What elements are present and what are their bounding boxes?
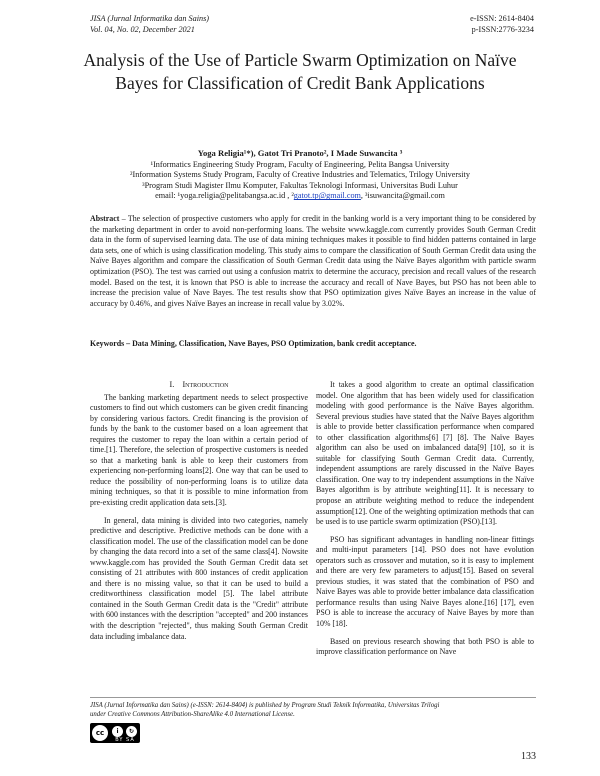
footer-line-1: JISA (Jurnal Informatika dan Sains) (e-ISSN: 2614-8404) is published by Program Studi Teknik Informatika, Universitas Trilogi	[90, 702, 440, 709]
paragraph: The banking marketing department needs to select prospective customers to find out which customers can be given credit financing by considering various factors. Credit financing is the provision of funds by the bank to the customer based on a loan agreement that requires the customer to repay the loan within a certain period of time.[1]. Therefore, the selection of prospective customers is needed so that a marketing bank is able to keep their customers from experiencing non-performing loans[2]. One way that can be used to reduce the possibility of non-performing loans is to utilize data mining techniques, so that it is possible to mine information from pre-existing credit application data sets.[3].	[90, 392, 308, 508]
abstract-label: Abstract	[90, 214, 120, 223]
journal-name: JISA (Jurnal Informatika dan Sains)	[90, 14, 210, 23]
journal-header-left	[90, 14, 209, 35]
pissn: p-ISSN:2776-3234	[471, 24, 534, 34]
footer-license	[90, 702, 536, 719]
abstract-text: – The selection of prospective customers who apply for credit in the banking world is a very important thing to be considered by the marketing department in order to avoid non-performing loans. The website www.kaggle.com currently provides South German Credit data in the form of supervised learning data. The use of data mining techniques makes it possible to find hidden patterns contained in large data sets, one of which is using classification modeling. This study aims to compare the classification of South German Credit data using the Naïve Bayes algorithm and compare the classification of South German Credit data using the Naïve Bayes algorithm with particle swarm optimization (PSO). The test was carried out using a confusion matrix to determine the accuracy, precision and recall values of the research model. Based on the test, it is known that PSO is able to increase the accuracy and recall of Nave Bayes, but PSO has not been able to increase the precision value of Nave Bayes. The test results show that PSO optimization gives Naïve Bayes an increase in the value of accuracy by 0.46%, and gives Naïve Bayes an increase in recall value by 3.02%.	[90, 214, 536, 308]
paragraph: PSO has significant advantages in handling non-linear fittings and multi-input parameters [14]. PSO does not have evolution operators such as crossover and mutation, so it is easy to implement and there are very few parameters to adjust[15]. Based on several previous studies, it was stated that the combination of PSO and Naive Bayes was able to provide better imbalance data classification performance results than using Naive Bayes alone.[16] [17], even PSO is able to increase the accuracy of Naive Bayes by more than 10% [18].	[316, 534, 534, 629]
sa-icon: ↻	[126, 726, 137, 737]
email-line	[60, 191, 540, 202]
eissn: e-ISSN: 2614-8404	[470, 14, 534, 23]
cc-by-sa-icon[interactable]	[90, 723, 140, 743]
cc-icon: cc	[92, 725, 108, 741]
author-names: Yoga Religia¹*), Gatot Tri Pranoto², I Made Suwancita ³	[197, 148, 403, 158]
affiliation-2: ²Information Systems Study Program, Faculty of Creative Industries and Telematics, Trilogy University	[130, 170, 470, 180]
section-number: I.	[169, 380, 175, 389]
paragraph: Based on previous research showing that both PSO is able to improve classification performance on Nave	[316, 636, 534, 657]
footer-line-2: under Creative Commons Attribution-ShareAlike 4.0 International License.	[90, 710, 295, 718]
paragraph: It takes a good algorithm to create an optimal classification model. One algorithm that has been widely used for classification modeling with good performance is the Naïve Bayes algorithm. Several previous studies have stated that the Naïve Bayes algorithm is able to provide better classification performance when compared to other classification algorithms[6] [7] [8]. The Naïve Bayes algorithm can also be used on imbalanced data[9] [10], so it is suitable for classifying South German Credit data. Currently, independent assumptions are rarely discussed in the Naïve Bayes classification. One way to try independent assumptions in the Naïve Bayes algorithm is by attribute weighting[11]. It is necessary to propose an attribute weighting method to reduce the independent assumption[12]. One of the weighting optimization methods that can be used is to use particle swarm optimization (PSO).[13].	[316, 380, 534, 527]
section-title: Introduction	[182, 380, 229, 389]
email-suffix: , ³isuwancita@gmail.com	[360, 191, 445, 201]
keywords: Keywords – Data Mining, Classification, Nave Bayes, PSO Optimization, bank credit acceptance.	[90, 339, 417, 348]
affiliation-1: ¹Informatics Engineering Study Program, Faculty of Engineering, Pelita Bangsa University	[150, 159, 450, 169]
paper-title: Analysis of the Use of Particle Swarm Optimization on Naïve Bayes for Classification of Credit Bank Applications	[83, 50, 517, 93]
journal-header-right	[470, 14, 534, 35]
license-label: BY SA	[115, 737, 135, 743]
author-block	[60, 148, 540, 202]
affiliation-3: ³Program Studi Magister Ilmu Komputer, Fakultas Teknologi Informasi, Universitas Budi Luhur	[142, 180, 458, 190]
right-column	[316, 380, 534, 665]
paragraph: In general, data mining is divided into two categories, namely predictive and descriptive. Predictive methods can be done with a classification model. The use of the classification model can be done by changing the data record into a set of the same class[4]. Nowsite www.kaggle.com has provided the South German Credit data set consisting of 21 attributes with 800 instances of credit application and there is no missing value, so that it can be used to build a creditworthiness classification model [5]. The label attribute contained in the South German Credit data is the "Credit" attribute with 600 instances with the description "accepted" and 200 instances with the description "rejected", thus making South German Credit data including imbalance data.	[90, 515, 308, 641]
email-prefix: email: ¹yoga.religia@pelitabangsa.ac.id , ²	[155, 191, 294, 201]
email-link[interactable]: gatot.tp@gmail.com	[293, 191, 361, 201]
page-number: 133	[521, 751, 536, 762]
by-icon: i	[112, 726, 123, 737]
section-heading	[90, 380, 308, 391]
footer-divider	[90, 697, 536, 698]
journal-volume: Vol. 04, No. 02, December 2021	[90, 24, 195, 34]
left-column	[90, 380, 308, 649]
abstract	[90, 214, 536, 309]
